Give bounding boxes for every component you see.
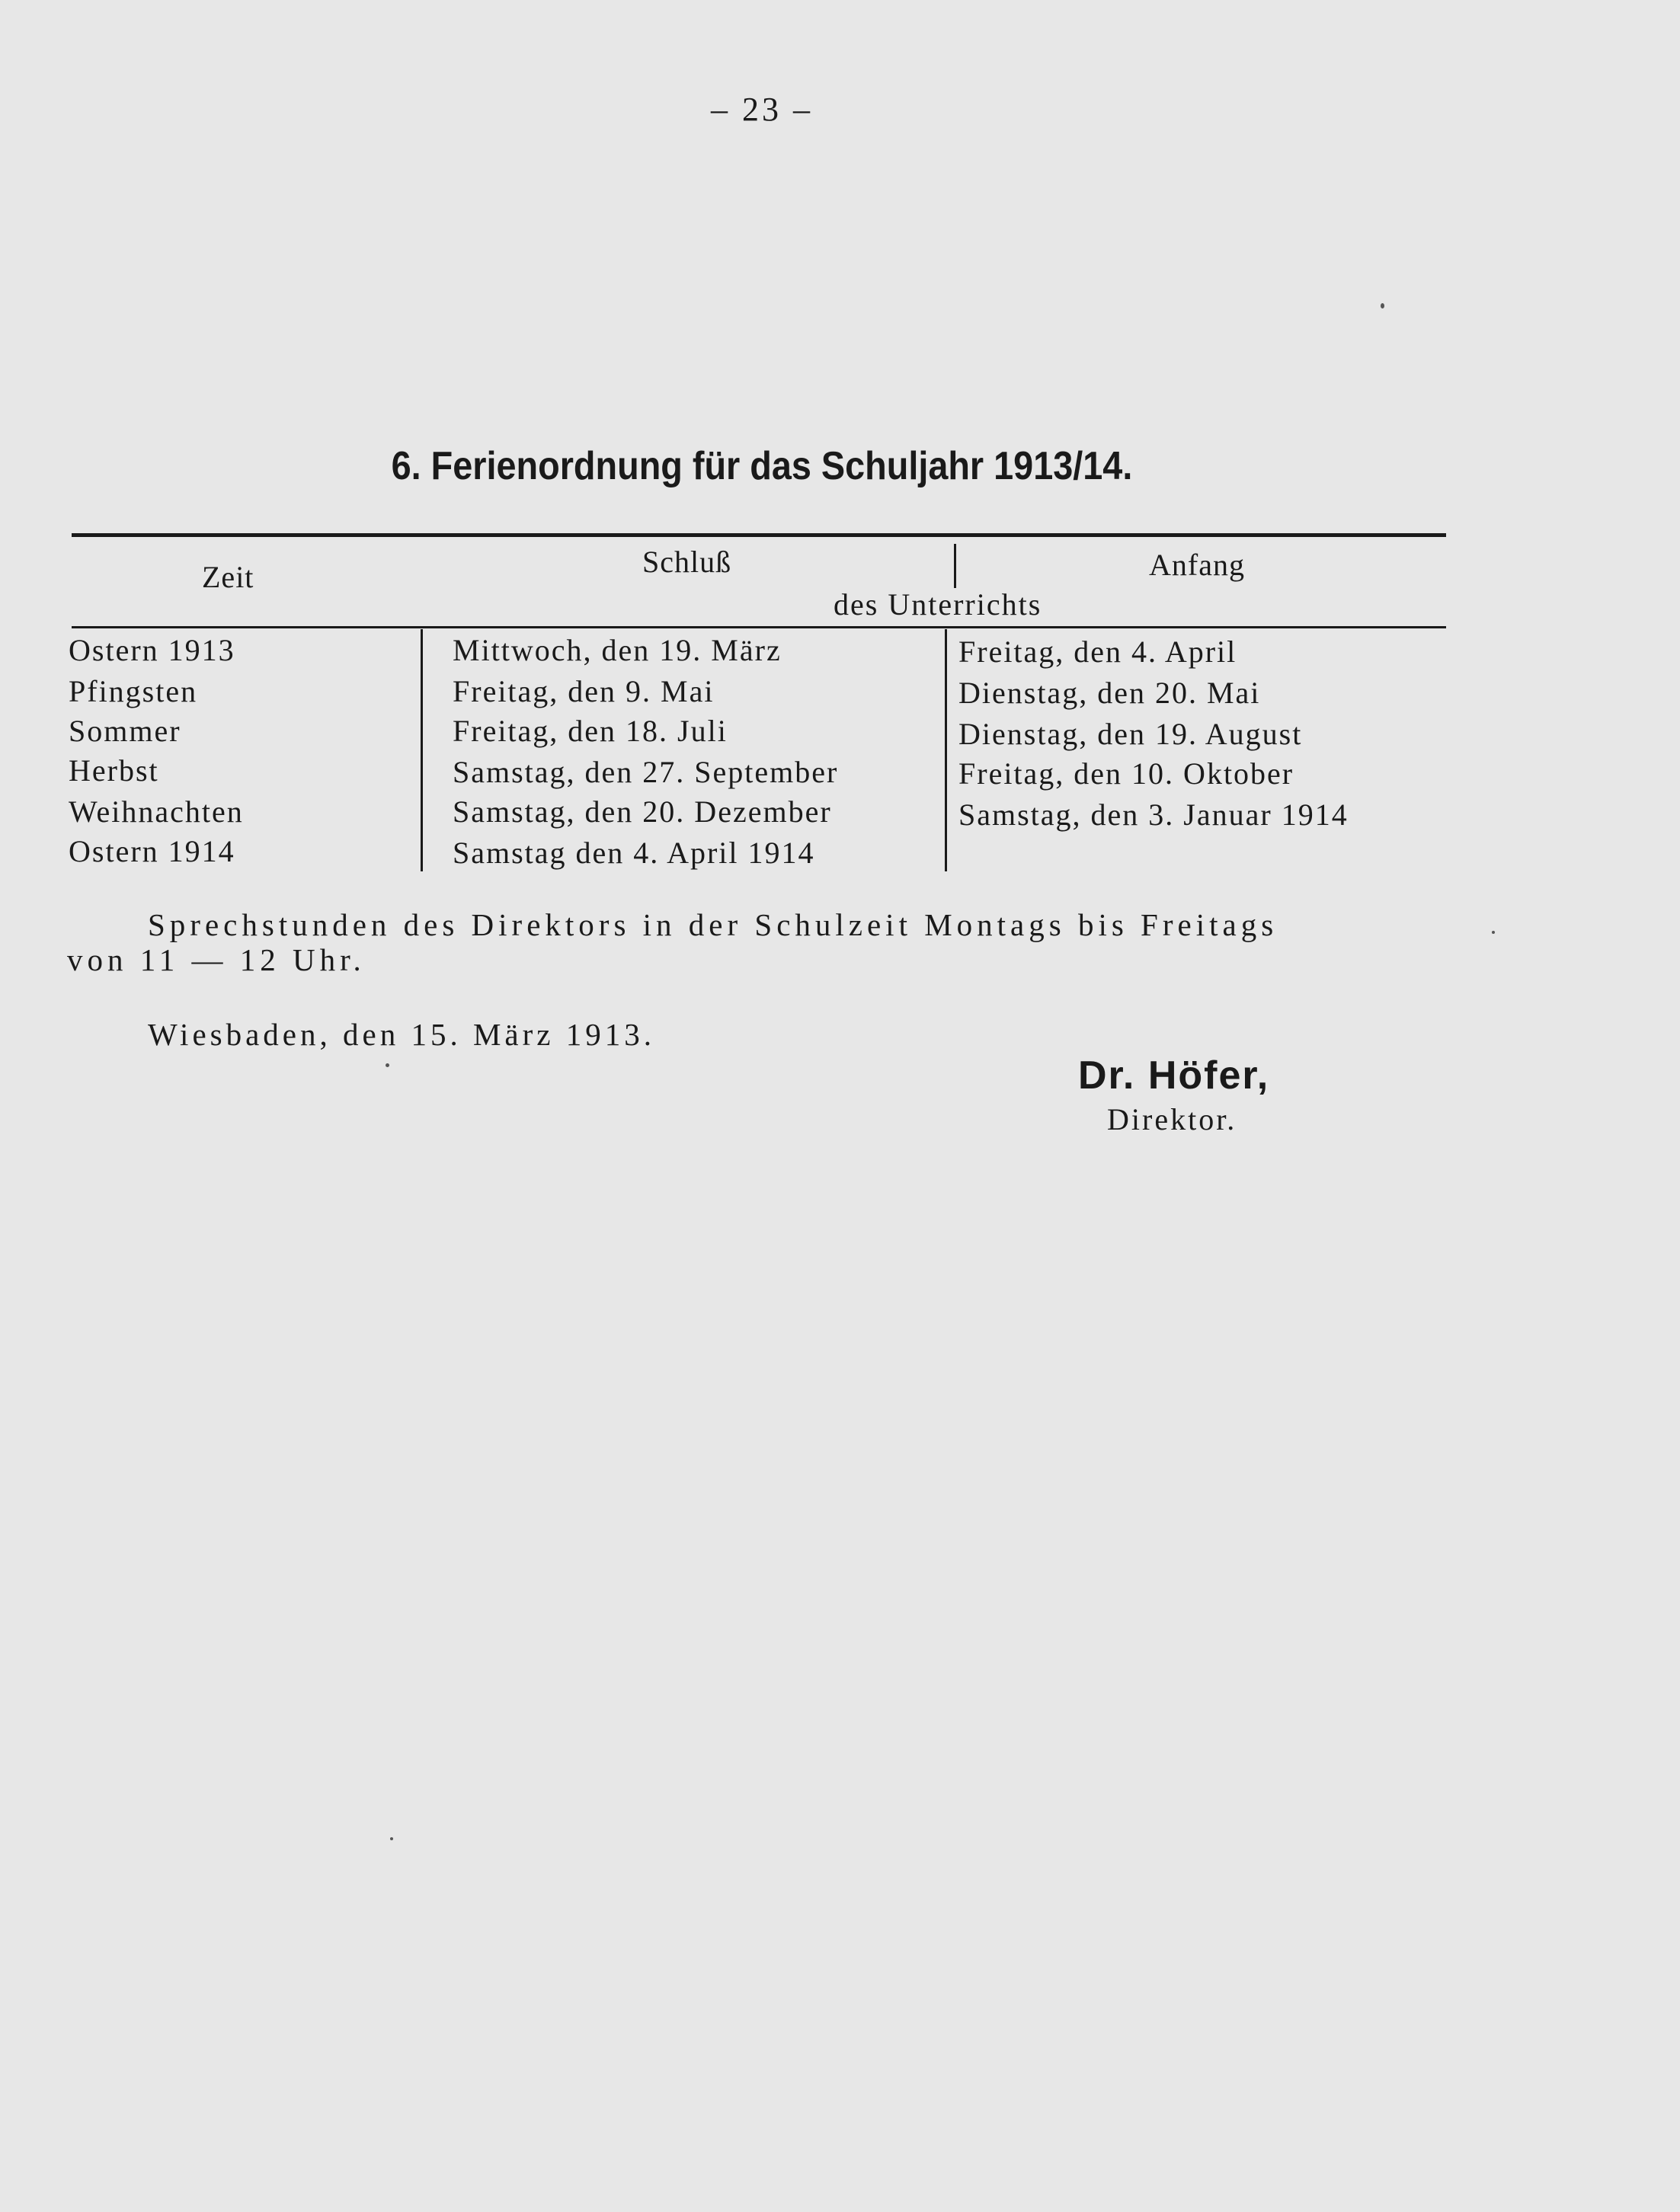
schluss-cell: Freitag, den 9. Mai	[453, 674, 715, 708]
schluss-cell: Samstag, den 27. September	[453, 755, 839, 789]
header-divider	[954, 544, 956, 588]
paper-speck	[1492, 931, 1495, 934]
office-hours-line1: Sprechstunden des Direktors in der Schulzeit Montags bis Freitags	[148, 907, 1278, 942]
paper-speck	[390, 1837, 393, 1840]
header-bottom-rule	[72, 626, 1446, 628]
zeit-cell: Weihnachten	[69, 794, 244, 829]
paper-speck	[386, 1063, 389, 1067]
page-number: – 23 –	[711, 91, 813, 128]
schluss-cell: Samstag den 4. April 1914	[453, 836, 815, 870]
column-divider-right	[945, 629, 947, 871]
zeit-cell: Ostern 1913	[69, 633, 235, 667]
office-hours-line2: von 11 — 12 Uhr.	[67, 942, 366, 977]
header-unterricht: des Unterrichts	[834, 587, 1042, 622]
column-divider-left	[421, 629, 423, 871]
schluss-cell: Freitag, den 18. Juli	[453, 714, 728, 748]
anfang-cell: Freitag, den 10. Oktober	[958, 756, 1294, 791]
place-date: Wiesbaden, den 15. März 1913.	[148, 1017, 655, 1052]
anfang-cell: Dienstag, den 19. August	[958, 717, 1303, 751]
anfang-cell: Freitag, den 4. April	[958, 635, 1237, 669]
paper-speck	[1381, 303, 1384, 308]
schluss-cell: Mittwoch, den 19. März	[453, 633, 782, 667]
table-top-rule	[72, 533, 1446, 537]
schluss-cell: Samstag, den 20. Dezember	[453, 794, 832, 829]
section-title: 6. Ferienordnung für das Schuljahr 1913/14.	[391, 444, 1133, 488]
zeit-cell: Herbst	[69, 753, 159, 788]
zeit-cell: Sommer	[69, 714, 181, 748]
header-zeit: Zeit	[202, 560, 254, 594]
anfang-cell: Samstag, den 3. Januar 1914	[958, 798, 1349, 832]
header-schluss: Schluß	[642, 545, 732, 579]
header-anfang: Anfang	[1149, 548, 1245, 582]
signature-name: Dr. Höfer,	[1078, 1053, 1270, 1098]
zeit-cell: Pfingsten	[69, 674, 198, 708]
signature-title: Direktor.	[1107, 1102, 1237, 1136]
zeit-cell: Ostern 1914	[69, 834, 235, 868]
anfang-cell: Dienstag, den 20. Mai	[958, 676, 1261, 710]
